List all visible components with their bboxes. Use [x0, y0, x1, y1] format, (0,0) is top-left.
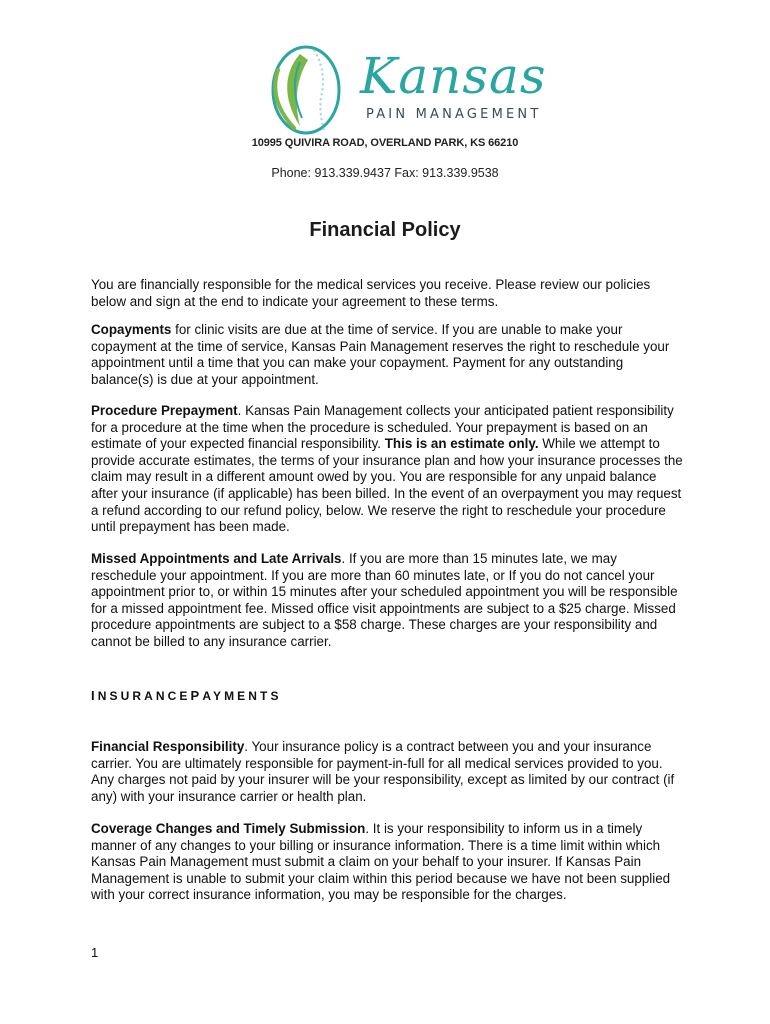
page-title: Financial Policy — [309, 219, 461, 241]
logo-subtitle: PAIN MANAGEMENT — [366, 107, 542, 122]
financial-responsibility-heading: Financial Responsibility — [91, 739, 245, 754]
copayments-text: for clinic visits are due at the time of service. If you are unable to make your copayment at the time of service, Kansas Pain Management reserves the right to reschedule your appointment until a time that you can make your copayment. Payment for any outstanding balance(s) is due at your appointment. — [91, 322, 670, 387]
financial-responsibility-paragraph — [91, 739, 685, 805]
procedure-prepayment-text-a: . Kansas Pain Management collects your anticipated patient responsibility for a procedure at the time when the procedure is scheduled. Your prepayment is based on an estimate of your expected financial responsibility. — [91, 403, 674, 452]
missed-appointments-text: . If you are more than 15 minutes late, we may reschedule your appointment. If you are more than 60 minutes late, or If you do not cancel your appointment prior to, or within 15 minutes after your scheduled appointment you will be responsible for a missed appointment fee. Missed office visit appointments are subject to a $25 charge. Missed procedure appointments are subject to a $58 charge. These charges are your responsibility and cannot be billed to any insurance carrier. — [91, 551, 678, 649]
clinic-address: 10995 QUIVIRA ROAD, OVERLAND PARK, KS 66210 — [251, 137, 519, 149]
estimate-emphasis: This is an estimate only. — [384, 436, 539, 452]
intro-paragraph: You are financially responsible for the medical services you receive. Please review our policies below and sign at the end to indicate your agreement to these terms. — [91, 277, 651, 309]
coverage-changes-heading: Coverage Changes and Timely Submission — [91, 821, 366, 836]
missed-appointments-heading: Missed Appointments and Late Arrivals — [91, 551, 342, 566]
procedure-prepayment-text-b: While we attempt to provide accurate estimates, the terms of your insurance plan and how your insurance processes the claim may result in a different amount owed by you. You are responsible for any unpaid balance after your insurance (if applicable) has been billed. In the event of an overpayment you may request a refund according to our refund policy, below. We reserve the right to reschedule your procedure until prepayment has been made. — [91, 436, 683, 535]
logo-wordmark: Kansas — [360, 47, 547, 105]
procedure-prepayment-paragraph — [91, 403, 685, 536]
financial-responsibility-text: . Your insurance policy is a contract between you and your insurance carrier. You are ultimately responsible for payment-in-full for all medical services provided to you. Any charges not paid by your insurer will be your responsibility, except as limited by our contract (if any) with your insurance carrier or health plan. — [91, 739, 675, 804]
section-heading-insurance-payments: INSURANCEPAYMENTS — [91, 688, 282, 703]
copayments-paragraph — [91, 322, 685, 388]
procedure-prepayment-heading: Procedure Prepayment — [91, 403, 238, 418]
kansas-pain-management-logo — [264, 40, 547, 140]
clinic-phone-fax: Phone: 913.339.9437 Fax: 913.339.9538 — [271, 166, 499, 180]
page-number: 1 — [91, 945, 99, 960]
missed-appointments-paragraph — [91, 551, 685, 651]
copayments-heading: Copayments — [91, 322, 172, 337]
coverage-changes-paragraph — [91, 821, 685, 904]
coverage-changes-text: . It is your responsibility to inform us in a timely manner of any changes to your billing or insurance information. There is a time limit within which Kansas Pain Management must submit a claim on your behalf to your insurer. If Kansas Pain Management is unable to submit your claim within this period because we have not been supplied with your correct insurance information, you may be responsible for the charges. — [91, 821, 671, 903]
spine-leaf-logo-icon — [264, 40, 354, 140]
